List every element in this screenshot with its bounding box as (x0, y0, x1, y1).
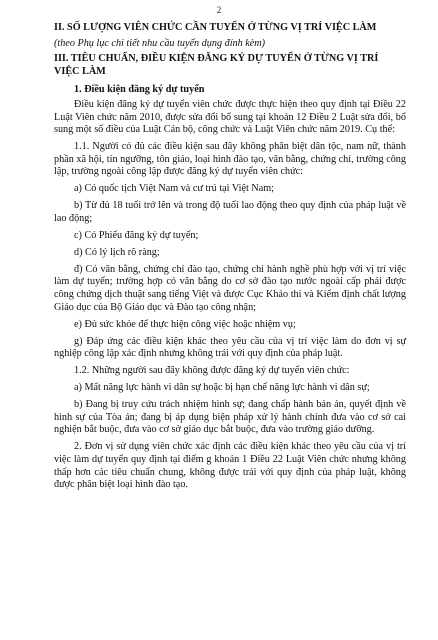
paragraph-1-2-a: a) Mất năng lực hành vi dân sự hoặc bị hạn chế năng lực hành vi dân sự; (74, 382, 370, 394)
paragraph-c: c) Có Phiếu đăng ký dự tuyển; (74, 229, 199, 241)
section-ii-heading: II. SỐ LƯỢNG VIÊN CHỨC CẦN TUYỂN Ở TỪNG VỊ TRÍ VIỆC LÀM (54, 22, 377, 33)
paragraph-1-2: 1.2. Những người sau đây không được đăng ký dự tuyển viên chức: (74, 365, 350, 377)
paragraph-b: b) Từ đủ 18 tuổi trở lên và trong độ tuổi lao động theo quy định của pháp luật về lao động; (54, 200, 406, 224)
paragraph-d: d) Có lý lịch rõ ràng; (74, 246, 160, 258)
paragraph-a: a) Có quốc tịch Việt Nam và cư trú tại Việt Nam; (74, 183, 274, 195)
paragraph-intro: Điều kiện đăng ký dự tuyển viên chức được thực hiện theo quy định tại Điều 22 Luật Viên chức năm 2010, được sửa đổi bổ sung tại khoản 12 Điều 2 Luật sửa đổi, bổ sung một số điều của Luật Cán bộ, công chức và Luật Viên chức năm 2019. Cụ thể: (54, 98, 406, 136)
section-ii-note: (theo Phụ lục chi tiết nhu cầu tuyển dụng đính kèm) (54, 37, 266, 49)
paragraph-1-1: 1.1. Người có đủ các điều kiện sau đây không phân biệt dân tộc, nam nữ, thành phần xã hội, tín ngưỡng, tôn giáo, loại hình đào tạo, văn bằng, chứng chỉ, trường công lập, trường ngoài công lập được đăng ký dự tuyển viên chức: (54, 141, 406, 178)
subsection-1-heading: 1. Điều kiện đăng ký dự tuyển (74, 84, 205, 96)
page-number: 2 (216, 5, 222, 15)
paragraph-g: g) Đáp ứng các điều kiện khác theo yêu cầu của vị trí việc làm do đơn vị sự nghiệp công lập xác định nhưng không trái với quy định của pháp luật. (54, 335, 406, 360)
paragraph-dd: đ) Có văn bằng, chứng chỉ đào tạo, chứng chỉ hành nghề phù hợp với vị trí việc làm dự tuyển; trường hợp có văn bằng do cơ sở đào tạo nước ngoài cấp phải được công chứng dịch thuật sang tiếng Việt và được Cục Khảo thí và Kiểm định chất lượng Giáo dục của Bộ Giáo dục và Đào tạo công nhận; (54, 263, 406, 313)
paragraph-1-2-b: b) Đang bị truy cứu trách nhiệm hình sự; đang chấp hành bản án, quyết định về hình sự của Tòa án; đang bị áp dụng biện pháp xử lý hành chính đưa vào cơ sở cai nghiện bắt buộc, đưa vào cơ sở giáo dục bắt buộc, đưa vào trường giáo dưỡng. (54, 399, 406, 436)
paragraph-e: e) Đủ sức khỏe để thực hiện công việc hoặc nhiệm vụ; (74, 318, 296, 330)
document-body (54, 22, 406, 496)
section-iii-heading: III. TIÊU CHUẨN, ĐIỀU KIỆN ĐĂNG KÝ DỰ TUYỂN Ở TỪNG VỊ TRÍ VIỆC LÀM (54, 53, 379, 77)
paragraph-2: 2. Đơn vị sử dụng viên chức xác định các điều kiện khác theo yêu cầu của vị trí việc làm dự tuyển quy định tại điểm g khoản 1 Điều 22 Luật Viên chức nhưng không thấp hơn các tiêu chuẩn chung, không được trái với quy định của pháp luật, không được phân biệt loại hình đào tạo. (54, 441, 406, 491)
